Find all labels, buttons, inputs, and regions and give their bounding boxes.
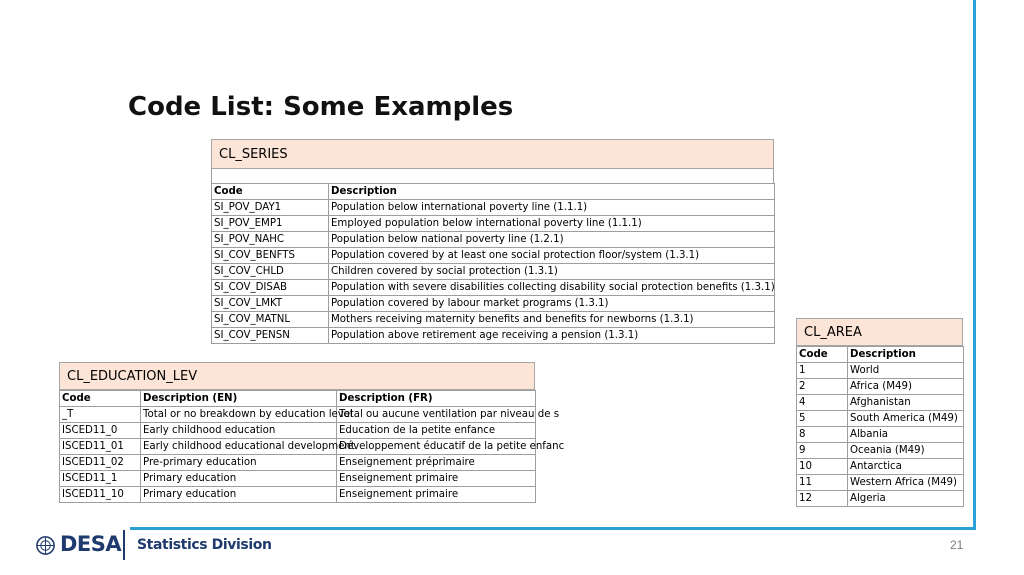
- description-cell: World: [848, 363, 964, 379]
- code-cell: ISCED11_01: [60, 439, 141, 455]
- description-fr-cell: Enseignement primaire: [337, 471, 536, 487]
- description-cell: Population below international poverty line (1.1.1): [329, 200, 775, 216]
- code-cell: 5: [797, 411, 848, 427]
- column-header: Code: [797, 347, 848, 363]
- code-cell: SI_COV_MATNL: [212, 312, 329, 328]
- code-cell: SI_COV_BENFTS: [212, 248, 329, 264]
- code-cell: 8: [797, 427, 848, 443]
- code-cell: SI_POV_DAY1: [212, 200, 329, 216]
- code-cell: _T: [60, 407, 141, 423]
- table-header-row: [212, 184, 775, 200]
- table-row: [212, 296, 775, 312]
- page-number: 21: [950, 538, 964, 552]
- column-header: Description (FR): [337, 391, 536, 407]
- table-row: [60, 455, 536, 471]
- description-cell: Mothers receiving maternity benefits and benefits for newborns (1.3.1): [329, 312, 775, 328]
- table-row: [60, 439, 536, 455]
- code-cell: ISCED11_10: [60, 487, 141, 503]
- code-cell: ISCED11_1: [60, 471, 141, 487]
- description-cell: Children covered by social protection (1.3.1): [329, 264, 775, 280]
- description-fr-cell: Enseignement préprimaire: [337, 455, 536, 471]
- column-header: Code: [212, 184, 329, 200]
- table-row: [60, 471, 536, 487]
- description-cell: South America (M49): [848, 411, 964, 427]
- description-cell: Albania: [848, 427, 964, 443]
- code-cell: 11: [797, 475, 848, 491]
- desa-logo-text: DESA: [60, 532, 122, 556]
- code-cell: SI_COV_CHLD: [212, 264, 329, 280]
- description-fr-cell: Enseignement primaire: [337, 487, 536, 503]
- code-cell: ISCED11_0: [60, 423, 141, 439]
- table-row: [60, 407, 536, 423]
- table-row: [212, 328, 775, 344]
- footer-divider: [123, 530, 125, 560]
- table-row: [212, 200, 775, 216]
- column-header: Description: [848, 347, 964, 363]
- table-row: [797, 443, 964, 459]
- description-en-cell: Early childhood educational development: [141, 439, 337, 455]
- description-cell: Western Africa (M49): [848, 475, 964, 491]
- code-cell: 10: [797, 459, 848, 475]
- description-en-cell: Total or no breakdown by education level: [141, 407, 337, 423]
- code-cell: 4: [797, 395, 848, 411]
- description-cell: Antarctica: [848, 459, 964, 475]
- code-cell: 1: [797, 363, 848, 379]
- table-row: [797, 459, 964, 475]
- description-cell: Population covered by at least one social protection floor/system (1.3.1): [329, 248, 775, 264]
- code-cell: SI_COV_DISAB: [212, 280, 329, 296]
- code-cell: 2: [797, 379, 848, 395]
- cl-education-lev-table: [59, 390, 565, 503]
- description-cell: Africa (M49): [848, 379, 964, 395]
- cl-area-table: [796, 346, 964, 507]
- cl-series-title: CL_SERIES: [211, 139, 774, 169]
- description-fr-cell: Education de la petite enfance: [337, 423, 536, 439]
- code-cell: ISCED11_02: [60, 455, 141, 471]
- division-name: Statistics Division: [137, 537, 272, 553]
- table-row: [212, 232, 775, 248]
- description-fr-cell: Développement éducatif de la petite enfanc: [337, 439, 536, 455]
- description-en-cell: Primary education: [141, 487, 337, 503]
- table-row: [212, 264, 775, 280]
- description-cell: Population below national poverty line (1.2.1): [329, 232, 775, 248]
- table-header-row: [797, 347, 964, 363]
- description-cell: Algeria: [848, 491, 964, 507]
- description-en-cell: Pre-primary education: [141, 455, 337, 471]
- cl-area-panel: [796, 318, 963, 508]
- table-row: [797, 379, 964, 395]
- accent-rule-vertical: [973, 0, 976, 530]
- description-en-cell: Early childhood education: [141, 423, 337, 439]
- description-fr-cell: Total ou aucune ventilation par niveau de s: [337, 407, 536, 423]
- table-row: [797, 363, 964, 379]
- table-row: [212, 216, 775, 232]
- description-cell: Afghanistan: [848, 395, 964, 411]
- table-row: [797, 427, 964, 443]
- description-en-cell: Primary education: [141, 471, 337, 487]
- code-cell: 12: [797, 491, 848, 507]
- table-row: [212, 248, 775, 264]
- code-cell: SI_COV_LMKT: [212, 296, 329, 312]
- column-header: Description (EN): [141, 391, 337, 407]
- un-emblem-icon: [35, 535, 56, 556]
- table-row: [60, 423, 536, 439]
- cl-education-lev-panel: [59, 362, 565, 508]
- cl-series-panel: [211, 139, 774, 348]
- description-cell: Employed population below international poverty line (1.1.1): [329, 216, 775, 232]
- table-row: [60, 487, 536, 503]
- table-row: [797, 395, 964, 411]
- column-header: Code: [60, 391, 141, 407]
- table-row: [212, 280, 775, 296]
- table-row: [797, 491, 964, 507]
- description-cell: Population with severe disabilities collecting disability social protection benefits (1.3.1): [329, 280, 775, 296]
- code-cell: SI_COV_PENSN: [212, 328, 329, 344]
- table-row: [797, 475, 964, 491]
- slide-title: Code List: Some Examples: [128, 92, 514, 122]
- code-cell: SI_POV_EMP1: [212, 216, 329, 232]
- cl-series-gap: [211, 169, 774, 183]
- column-header: Description: [329, 184, 775, 200]
- cl-series-table: [211, 183, 775, 344]
- table-header-row: [60, 391, 536, 407]
- code-cell: SI_POV_NAHC: [212, 232, 329, 248]
- description-cell: Population above retirement age receiving a pension (1.3.1): [329, 328, 775, 344]
- description-cell: Population covered by labour market programs (1.3.1): [329, 296, 775, 312]
- description-cell: Oceania (M49): [848, 443, 964, 459]
- cl-education-lev-title: CL_EDUCATION_LEV: [59, 362, 535, 390]
- code-cell: 9: [797, 443, 848, 459]
- cl-area-title: CL_AREA: [796, 318, 963, 346]
- table-row: [797, 411, 964, 427]
- table-row: [212, 312, 775, 328]
